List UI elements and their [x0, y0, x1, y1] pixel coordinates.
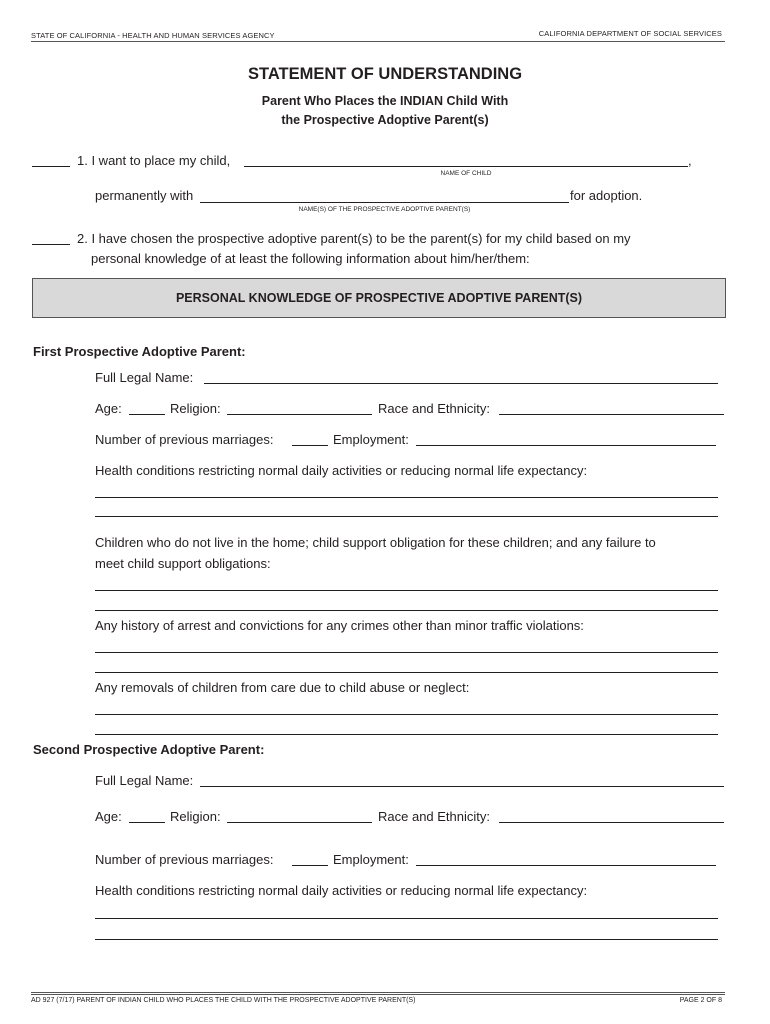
- first-removals-field-1[interactable]: [95, 714, 718, 715]
- banner-title: PERSONAL KNOWLEDGE OF PROSPECTIVE ADOPTIVE PARENT(S): [175, 291, 583, 305]
- form-id-footer: AD 927 (7/17) PARENT OF INDIAN CHILD WHO PLACES THE CHILD WITH THE PROSPECTIVE ADOPTIVE PARENT(S): [31, 997, 416, 1004]
- subtitle-line-2: the Prospective Adoptive Parent(s): [281, 113, 489, 127]
- first-parent-heading: First Prospective Adoptive Parent:: [33, 344, 246, 359]
- first-race-field[interactable]: [499, 414, 724, 415]
- second-religion-label: Religion:: [170, 809, 221, 824]
- item2-initials-field[interactable]: [32, 244, 70, 245]
- first-children-field-2[interactable]: [95, 610, 718, 611]
- second-employment-field[interactable]: [416, 865, 716, 866]
- second-religion-field[interactable]: [227, 822, 372, 823]
- second-race-label: Race and Ethnicity:: [378, 809, 491, 824]
- first-removals-field-2[interactable]: [95, 734, 718, 735]
- page-number: PAGE 2 OF 8: [679, 997, 722, 1004]
- first-arrest-field-2[interactable]: [95, 672, 718, 673]
- second-health-field-2[interactable]: [95, 939, 718, 940]
- first-employment-label: Employment:: [333, 432, 409, 447]
- item1-initials-field[interactable]: [32, 166, 70, 167]
- first-children-field-1[interactable]: [95, 590, 718, 591]
- first-race-label: Race and Ethnicity:: [378, 401, 491, 416]
- first-arrest-field-1[interactable]: [95, 652, 718, 653]
- second-employment-label: Employment:: [333, 852, 409, 867]
- first-religion-field[interactable]: [227, 414, 372, 415]
- second-full-name-label: Full Legal Name:: [95, 773, 194, 788]
- second-health-label: Health conditions restricting normal daily activities or reducing normal life expectancy:: [95, 883, 588, 898]
- footer-rule-2: [31, 994, 725, 995]
- first-employment-field[interactable]: [416, 445, 716, 446]
- second-race-field[interactable]: [499, 822, 724, 823]
- first-removals-label: Any removals of children from care due to child abuse or neglect:: [95, 680, 470, 695]
- second-marriages-field[interactable]: [292, 865, 328, 866]
- first-full-name-label: Full Legal Name:: [95, 370, 194, 385]
- personal-knowledge-banner: [32, 278, 726, 318]
- first-marriages-label: Number of previous marriages:: [95, 432, 274, 447]
- subtitle-line-1: Parent Who Places the INDIAN Child With: [261, 94, 509, 108]
- for-adoption-label: for adoption.: [570, 188, 643, 203]
- first-children-label-2: meet child support obligations:: [95, 556, 271, 571]
- second-age-label: Age:: [95, 809, 122, 824]
- adoptive-parents-name-field[interactable]: [200, 202, 569, 203]
- first-arrest-label: Any history of arrest and convictions for any crimes other than minor traffic violations:: [95, 618, 584, 633]
- first-age-label: Age:: [95, 401, 122, 416]
- header-rule: [31, 41, 725, 42]
- permanently-with-label: permanently with: [95, 188, 194, 203]
- item2-text-line2: personal knowledge of at least the following information about him/her/them:: [91, 251, 530, 266]
- child-name-caption: NAME OF CHILD: [440, 170, 492, 177]
- first-health-field-1[interactable]: [95, 497, 718, 498]
- first-religion-label: Religion:: [170, 401, 221, 416]
- footer-rule-1: [31, 992, 725, 993]
- child-name-field[interactable]: [244, 166, 688, 167]
- first-full-name-field[interactable]: [204, 383, 718, 384]
- first-marriages-field[interactable]: [292, 445, 328, 446]
- item1-text: 1. I want to place my child,: [77, 153, 231, 168]
- second-parent-heading: Second Prospective Adoptive Parent:: [33, 742, 265, 757]
- department-header: CALIFORNIA DEPARTMENT OF SOCIAL SERVICES: [538, 29, 722, 38]
- first-age-field[interactable]: [129, 414, 165, 415]
- agency-header: STATE OF CALIFORNIA - HEALTH AND HUMAN SERVICES AGENCY: [31, 31, 275, 40]
- second-full-name-field[interactable]: [200, 786, 724, 787]
- first-children-label-1: Children who do not live in the home; child support obligation for these children; and any failure to: [95, 535, 656, 550]
- adoptive-parents-caption: NAME(S) OF THE PROSPECTIVE ADOPTIVE PARENT(S): [298, 206, 471, 213]
- second-marriages-label: Number of previous marriages:: [95, 852, 274, 867]
- first-health-label: Health conditions restricting normal daily activities or reducing normal life expectancy:: [95, 463, 588, 478]
- item2-text-line1: 2. I have chosen the prospective adoptive parent(s) to be the parent(s) for my child based on my: [77, 231, 631, 246]
- first-health-field-2[interactable]: [95, 516, 718, 517]
- page-title: STATEMENT OF UNDERSTANDING: [247, 65, 523, 83]
- second-health-field-1[interactable]: [95, 918, 718, 919]
- second-age-field[interactable]: [129, 822, 165, 823]
